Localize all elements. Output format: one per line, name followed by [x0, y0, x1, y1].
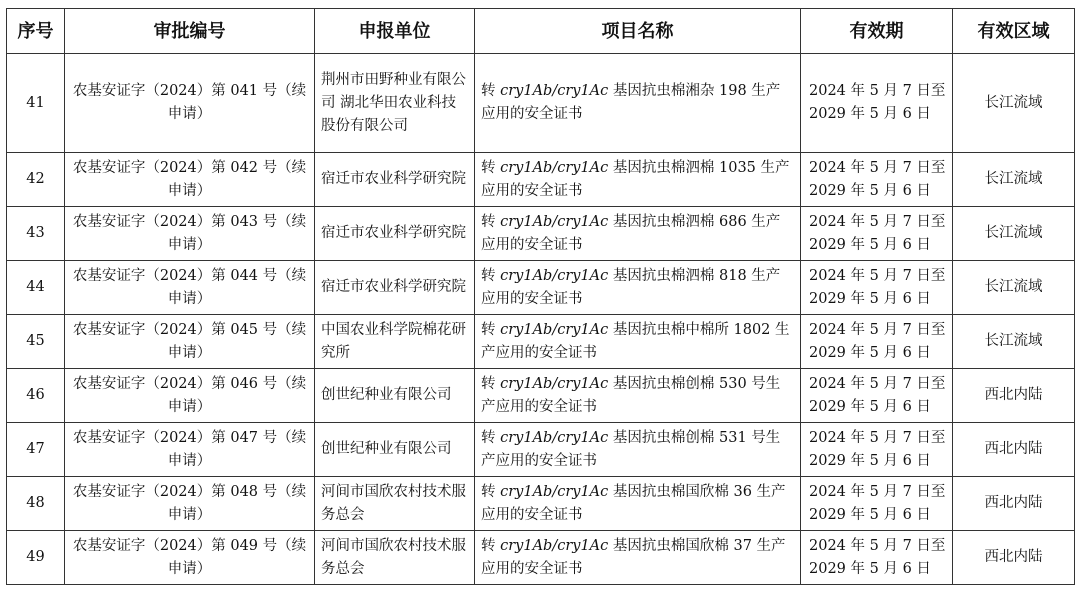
cell-no: 45 [7, 315, 65, 369]
cell-validity-period: 2024 年 5 月 7 日至 2029 年 5 月 6 日 [801, 153, 953, 207]
table-row [7, 207, 1075, 261]
table-row [7, 531, 1075, 585]
cell-no: 42 [7, 153, 65, 207]
project-prefix: 转 [481, 483, 496, 500]
cell-validity-period: 2024 年 5 月 7 日至 2029 年 5 月 6 日 [801, 369, 953, 423]
project-prefix: 转 [481, 213, 496, 230]
cell-project-name [475, 54, 801, 153]
cell-approval-number: 农基安证字（2024）第 042 号（续申请） [65, 153, 315, 207]
cell-project-name [475, 315, 801, 369]
project-gene: cry1Ab/cry1Ac [500, 159, 609, 176]
project-suffix: 基因抗虫棉国欣棉 36 生产应用的安全证书 [481, 483, 786, 523]
cell-no: 49 [7, 531, 65, 585]
project-prefix: 转 [481, 83, 496, 99]
cell-approval-number: 农基安证字（2024）第 046 号（续申请） [65, 369, 315, 423]
cell-no: 47 [7, 423, 65, 477]
project-suffix: 基因抗虫棉泗棉 1035 生产应用的安全证书 [481, 159, 790, 199]
cell-no: 48 [7, 477, 65, 531]
cell-project-name [475, 531, 801, 585]
cell-valid-region: 西北内陆 [953, 531, 1075, 585]
cell-valid-region: 西北内陆 [953, 423, 1075, 477]
project-gene: cry1Ab/cry1Ac [500, 321, 609, 338]
table-row [7, 153, 1075, 207]
project-prefix: 转 [481, 321, 496, 338]
project-prefix: 转 [481, 375, 496, 392]
project-suffix: 基因抗虫棉泗棉 818 生产应用的安全证书 [481, 267, 781, 307]
cell-approval-number: 农基安证字（2024）第 049 号（续申请） [65, 531, 315, 585]
project-gene: cry1Ab/cry1Ac [500, 213, 609, 230]
cell-valid-region: 长江流域 [953, 153, 1075, 207]
project-prefix: 转 [481, 429, 496, 446]
cell-validity-period: 2024 年 5 月 7 日至 2029 年 5 月 6 日 [801, 261, 953, 315]
cell-applicant-unit: 宿迁市农业科学研究院 [315, 153, 475, 207]
cell-validity-period: 2024 年 5 月 7 日至 2029 年 5 月 6 日 [801, 477, 953, 531]
table-row [7, 261, 1075, 315]
header-valid-region: 有效区域 [953, 9, 1075, 54]
project-suffix: 基因抗虫棉中棉所 1802 生产应用的安全证书 [481, 321, 790, 361]
cell-validity-period: 2024 年 5 月 7 日至 2029 年 5 月 6 日 [801, 207, 953, 261]
cell-approval-number: 农基安证字（2024）第 043 号（续申请） [65, 207, 315, 261]
cell-project-name [475, 477, 801, 531]
table-row [7, 423, 1075, 477]
cell-project-name [475, 261, 801, 315]
project-gene: cry1Ab/cry1Ac [500, 267, 609, 284]
cell-valid-region: 长江流域 [953, 261, 1075, 315]
cell-valid-region: 长江流域 [953, 315, 1075, 369]
cell-applicant-unit: 创世纪种业有限公司 [315, 423, 475, 477]
cell-no: 41 [7, 54, 65, 153]
cell-valid-region: 西北内陆 [953, 477, 1075, 531]
header-approval-number: 审批编号 [65, 9, 315, 54]
cell-validity-period: 2024 年 5 月 7 日至 2029 年 5 月 6 日 [801, 315, 953, 369]
header-project-name: 项目名称 [475, 9, 801, 54]
cell-applicant-unit: 宿迁市农业科学研究院 [315, 207, 475, 261]
cell-valid-region: 长江流域 [953, 207, 1075, 261]
cell-valid-region: 长江流域 [953, 54, 1075, 153]
cell-project-name [475, 153, 801, 207]
project-gene: cry1Ab/cry1Ac [500, 83, 609, 99]
project-prefix: 转 [481, 159, 496, 176]
project-suffix: 基因抗虫棉泗棉 686 生产应用的安全证书 [481, 213, 781, 253]
cell-applicant-unit: 中国农业科学院棉花研究所 [315, 315, 475, 369]
cell-approval-number: 农基安证字（2024）第 044 号（续申请） [65, 261, 315, 315]
table-row [7, 54, 1075, 153]
cell-approval-number: 农基安证字（2024）第 047 号（续申请） [65, 423, 315, 477]
cell-project-name [475, 369, 801, 423]
cell-no: 44 [7, 261, 65, 315]
cell-applicant-unit: 创世纪种业有限公司 [315, 369, 475, 423]
project-suffix: 基因抗虫棉创棉 530 号生产应用的安全证书 [481, 375, 781, 415]
project-prefix: 转 [481, 267, 496, 284]
project-gene: cry1Ab/cry1Ac [500, 537, 609, 554]
header-no: 序号 [7, 9, 65, 54]
table-row [7, 477, 1075, 531]
project-gene: cry1Ab/cry1Ac [500, 375, 609, 392]
header-applicant-unit: 申报单位 [315, 9, 475, 54]
cell-applicant-unit: 荆州市田野种业有限公司 湖北华田农业科技股份有限公司 [315, 54, 475, 153]
table-row [7, 315, 1075, 369]
cell-applicant-unit: 宿迁市农业科学研究院 [315, 261, 475, 315]
cell-valid-region: 西北内陆 [953, 369, 1075, 423]
cell-no: 43 [7, 207, 65, 261]
cell-approval-number: 农基安证字（2024）第 041 号（续申请） [65, 54, 315, 153]
project-suffix: 基因抗虫棉创棉 531 号生产应用的安全证书 [481, 429, 781, 469]
cell-project-name [475, 207, 801, 261]
cell-applicant-unit: 河间市国欣农村技术服务总会 [315, 477, 475, 531]
project-suffix: 基因抗虫棉湘杂 198 生产应用的安全证书 [481, 83, 781, 122]
certificate-table [6, 8, 1075, 585]
cell-no: 46 [7, 369, 65, 423]
header-validity-period: 有效期 [801, 9, 953, 54]
project-gene: cry1Ab/cry1Ac [500, 429, 609, 446]
project-prefix: 转 [481, 537, 496, 554]
table-header-row [7, 9, 1075, 54]
table-row [7, 369, 1075, 423]
cell-project-name [475, 423, 801, 477]
project-gene: cry1Ab/cry1Ac [500, 483, 609, 500]
cell-approval-number: 农基安证字（2024）第 045 号（续申请） [65, 315, 315, 369]
project-suffix: 基因抗虫棉国欣棉 37 生产应用的安全证书 [481, 537, 786, 577]
cell-validity-period: 2024 年 5 月 7 日至 2029 年 5 月 6 日 [801, 423, 953, 477]
cell-approval-number: 农基安证字（2024）第 048 号（续申请） [65, 477, 315, 531]
cell-validity-period: 2024 年 5 月 7 日至 2029 年 5 月 6 日 [801, 54, 953, 153]
cell-applicant-unit: 河间市国欣农村技术服务总会 [315, 531, 475, 585]
cell-validity-period: 2024 年 5 月 7 日至 2029 年 5 月 6 日 [801, 531, 953, 585]
